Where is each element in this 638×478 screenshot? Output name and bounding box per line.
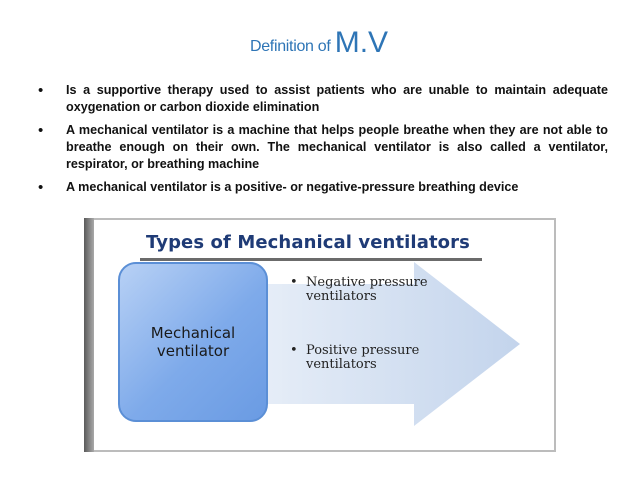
bullet-item xyxy=(38,122,608,173)
bullet-text: A mechanical ventilator is a machine that helps people breathe when they are not able to breathe enough on their own. The mechanical ventilator is also called a ventilator, respirator, or breathing machine xyxy=(66,123,608,171)
mechanical-ventilator-box xyxy=(118,262,268,422)
ventilator-types-list xyxy=(290,276,474,372)
bullet-list xyxy=(38,82,608,202)
type-item xyxy=(290,276,474,304)
bullet-text: A mechanical ventilator is a positive- or negative-pressure breathing device xyxy=(66,180,519,194)
box-label xyxy=(151,324,235,360)
bullet-dot: • xyxy=(38,179,44,196)
heading-underline xyxy=(140,258,482,261)
bullet-text: Is a supportive therapy used to assist patients who are unable to maintain adequate oxygenation or carbon dioxide elimination xyxy=(66,83,608,114)
bullet-dot: • xyxy=(38,122,44,139)
type-bullet: • xyxy=(290,275,298,290)
ventilator-types-figure xyxy=(84,218,556,452)
type-bullet: • xyxy=(290,343,298,358)
slide-title xyxy=(0,26,638,60)
figure-heading: Types of Mechanical ventilators xyxy=(146,232,470,253)
title-main: M.V xyxy=(334,26,389,59)
title-prefix: Definition of xyxy=(249,38,335,55)
bullet-dot: • xyxy=(38,82,44,99)
type-label: Positive pressure ventilators xyxy=(306,343,420,372)
type-item xyxy=(290,344,474,372)
box-label-line1: Mechanical xyxy=(150,324,236,342)
bullet-item xyxy=(38,179,608,196)
bullet-item xyxy=(38,82,608,116)
box-label-line2: ventilator xyxy=(156,342,230,360)
type-label: Negative pressure ventilators xyxy=(306,275,428,304)
